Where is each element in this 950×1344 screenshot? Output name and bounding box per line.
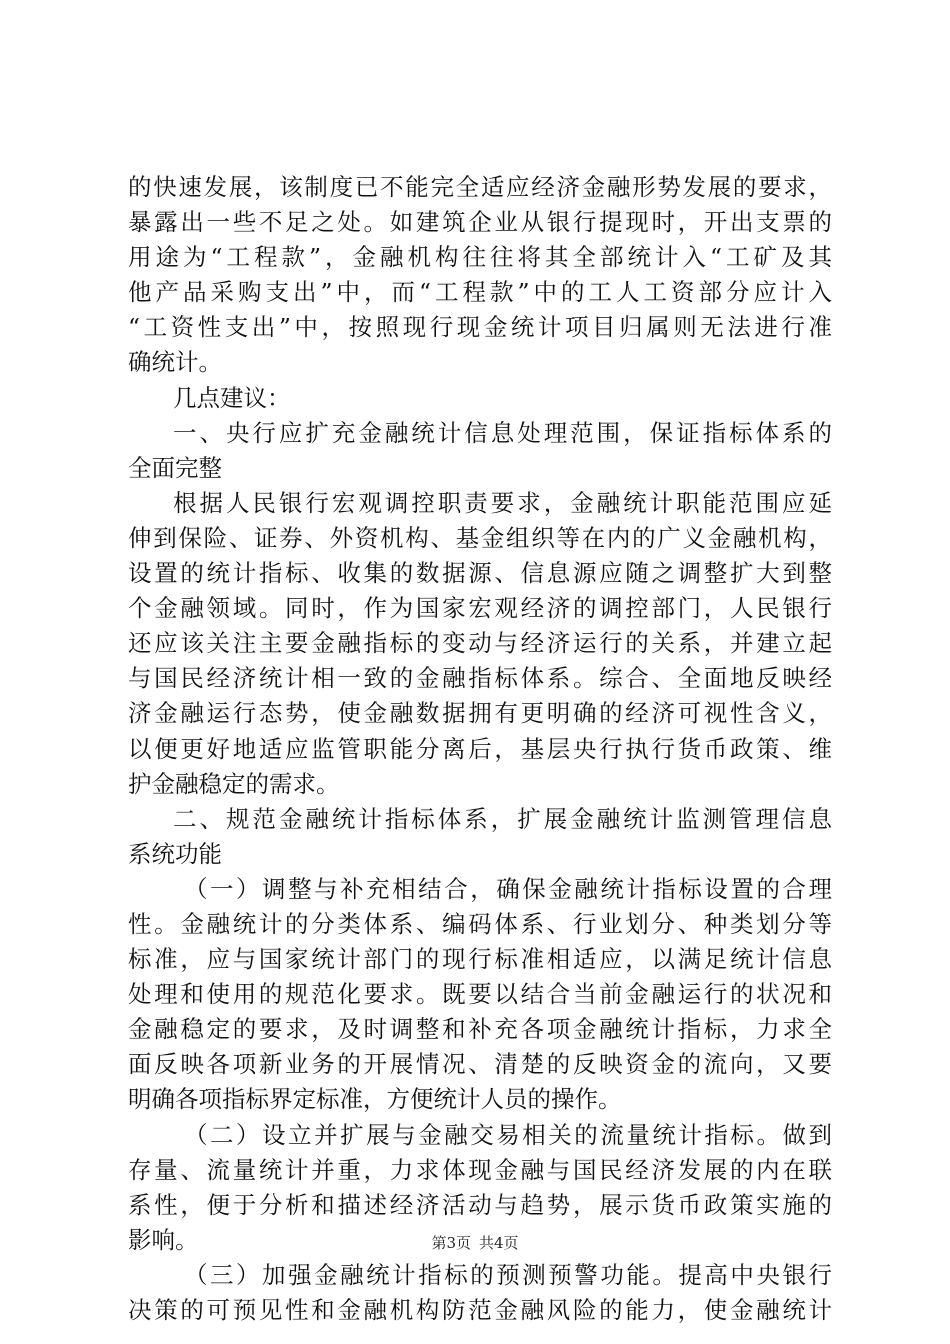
- text-line: 暴露出一些不足之处。如建筑企业从银行提现时，开出支票的: [128, 208, 832, 237]
- text-line: 设置的统计指标、收集的数据源、信息源应随之调整扩大到整: [128, 559, 832, 588]
- section-heading: 二、规范金融统计指标体系，扩展金融统计监测管理信息: [173, 804, 832, 833]
- page-number: 第3页: [431, 1234, 471, 1252]
- text-line: 系性，便于分析和描述经济活动与趋势，展示货币政策实施的: [128, 1190, 832, 1219]
- text-line: 还应该关注主要金融指标的变动与经济运行的关系，并建立起: [128, 629, 832, 658]
- text-line: 伸到保险、证券、外资机构、基金组织等在内的广义金融机构，: [128, 523, 832, 552]
- section-heading: 全面完整: [128, 453, 222, 482]
- text-line: 面反映各项新业务的开展情况、清楚的反映资金的流向，又要: [128, 1050, 832, 1079]
- text-line: “工资性支出”中，按照现行现金统计项目归属则无法进行准: [128, 313, 832, 342]
- text-line: （三）加强金融统计指标的预测预警功能。提高中央银行: [184, 1260, 832, 1289]
- text-line: 确统计。: [128, 348, 222, 377]
- text-line: 他产品采购支出”中，而“工程款”中的工人工资部分应计入: [128, 278, 832, 307]
- text-line: 与国民经济统计相一致的金融指标体系。综合、全面地反映经: [128, 664, 832, 693]
- text-line: 用途为“工程款”，金融机构往往将其全部统计入“工矿及其: [128, 243, 832, 272]
- text-line: 根据人民银行宏观调控职责要求，金融统计职能范围应延: [173, 488, 832, 517]
- text-line: 标准，应与国家统计部门的现行标准相适应，以满足统计信息: [128, 945, 832, 974]
- text-line: 决策的可预见性和金融机构防范金融风险的能力，使金融统计: [128, 1296, 832, 1324]
- text-line: 的快速发展，该制度已不能完全适应经济金融形势发展的要求，: [128, 173, 832, 201]
- section-heading: 几点建议：: [173, 383, 291, 412]
- text-line: 存量、流量统计并重，力求体现金融与国民经济发展的内在联: [128, 1155, 832, 1184]
- text-line: 性。金融统计的分类体系、编码体系、行业划分、种类划分等: [128, 909, 832, 938]
- page-total: 共4页: [479, 1234, 519, 1252]
- text-line: 个金融领域。同时，作为国家宏观经济的调控部门，人民银行: [128, 594, 832, 623]
- text-line: （一）调整与补充相结合，确保金融统计指标设置的合理: [184, 874, 832, 903]
- document-body: [128, 170, 832, 1328]
- text-line: 济金融运行态势，使金融数据拥有更明确的经济可视性含义，: [128, 699, 832, 728]
- text-line: 明确各项指标界定标准，方便统计人员的操作。: [128, 1085, 622, 1114]
- text-line: 以便更好地适应监管职能分离后，基层央行执行货币政策、维: [128, 734, 832, 763]
- text-line: 护金融稳定的需求。: [128, 769, 340, 798]
- section-heading: 系统功能: [128, 839, 222, 868]
- text-line: （二）设立并扩展与金融交易相关的流量统计指标。做到: [184, 1120, 832, 1149]
- text-line: 处理和使用的规范化要求。既要以结合当前金融运行的状况和: [128, 980, 832, 1009]
- page-footer: [0, 1233, 950, 1253]
- text-line: 影响。: [128, 1225, 199, 1254]
- text-line: 金融稳定的要求，及时调整和补充各项金融统计指标，力求全: [128, 1015, 832, 1044]
- section-heading: 一、央行应扩充金融统计信息处理范围，保证指标体系的: [173, 418, 832, 447]
